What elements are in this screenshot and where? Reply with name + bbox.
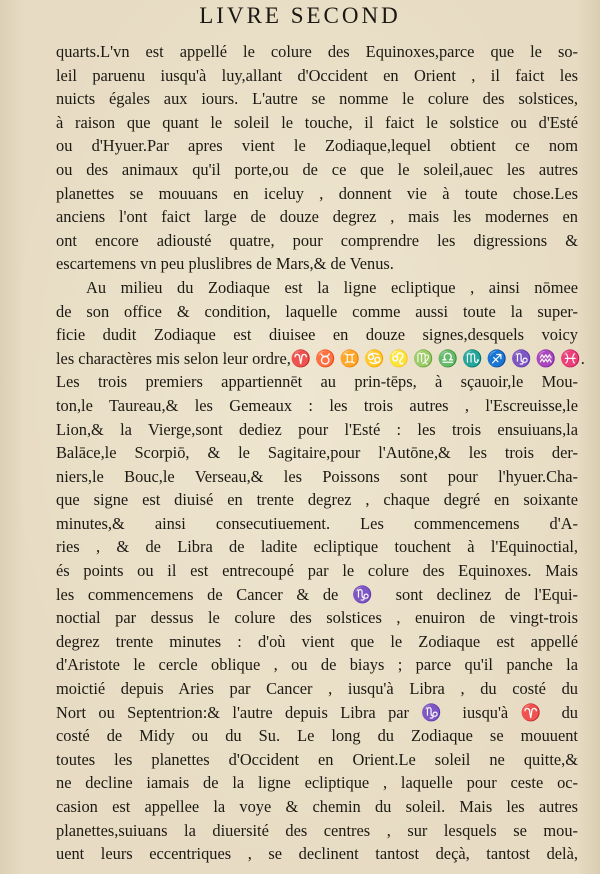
text-line: ont encore adiousté quatre, pour comprendre les digressions & — [56, 230, 578, 250]
text-line: ficie dudit Zodiaque est diuisee en douze signes,desquels voicy — [56, 325, 578, 345]
text-line: ton,le Taureau,& les Gemeaux : les trois autres , l'Escreuisse,le — [56, 395, 578, 415]
text-line: à raison que quant le soleil le touche, il faict le solstice ou d'Esté — [56, 112, 578, 132]
text-line: Balāce,le Scorpiō, & le Sagitaire,pour l'Autōne,& les trois der- — [56, 443, 578, 463]
text-line: toutes les planettes d'Occident en Orient.Le soleil ne quitte,& — [56, 749, 578, 769]
text-line: noctial par dessus le colure des solstices , enuiron de vingt-trois — [56, 608, 578, 628]
text-line: de son office & condition, laquelle comme aussi toute la super- — [56, 301, 578, 321]
text-line: ne decline iamais de la ligne ecliptique , laquelle pour ceste oc- — [56, 773, 578, 793]
text-line: leil paruenu iusqu'à luy,allant d'Occident en Orient , il faict les — [56, 65, 578, 85]
text-line: casion est appellee la voye & chemin du soleil. Mais les autres — [56, 797, 578, 816]
zodiac-symbols-line: les charactères mis selon leur ordre,♈ ♉ ♊ ♋ ♌ ♍ ♎ ♏ ♐ ♑ ♒ ♓. — [56, 348, 585, 368]
paragraph-end-line: escartemens vn peu pluslibres de Mars,& de Venus. — [56, 254, 394, 274]
text-line: costé de Midy ou du Su. Le long du Zodiaque se mouuent — [56, 726, 578, 746]
text-line: moictié depuis Aries par Cancer , iusqu'à Libra , du costé du — [56, 679, 578, 699]
text-line: quarts.L'vn est appellé le colure des Equinoxes,parce que le so- — [56, 42, 578, 61]
paragraph-start-line: Au milieu du Zodiaque est la ligne ecliptique , ainsi nōmee — [86, 277, 578, 297]
text-line: anciens l'ont faict large de douze degrez , mais les modernes en — [56, 207, 578, 227]
page-body-text — [56, 40, 585, 866]
text-line: planettes,suiuans la diuersité des centres , sur lesquels se mou- — [56, 820, 578, 840]
text-line: ries , & de Libra de ladite ecliptique touchent à l'Equinoctial, — [56, 537, 578, 557]
text-line: que signe est diuisé en trente degrez , chaque degré en soixante — [56, 490, 578, 510]
text-line: minutes,& ainsi consecutiuement. Les commencemens d'A- — [56, 513, 578, 533]
text-line: nuicts égales aux iours. L'autre se nomme le colure des solstices, — [56, 89, 578, 109]
running-head: LIVRE SECOND — [199, 3, 401, 28]
text-line: degrez trente minutes : d'où vient que le Zodiaque est appellé — [56, 631, 578, 651]
text-line: ou des animaux qu'il porte,ou de ce que le soleil,auec les autres — [56, 159, 578, 179]
text-line: planettes se mouuans en iceluy , donnent vie à toute chose.Les — [56, 183, 578, 203]
text-line: niers,le Bouc,le Verseau,& les Poissons sont pour l'hyuer.Cha- — [56, 466, 578, 486]
text-line: ou d'Hyuer.Par apres vient le Zodiaque,lequel obtient ce nom — [56, 136, 578, 156]
text-line: és points ou il est entrecoupé par le colure des Equinoxes. Mais — [56, 561, 578, 581]
text-line: Lion,& la Vierge,sont dediez pour l'Esté : les trois ensuiuans,la — [56, 419, 578, 439]
text-line: d'Aristote le cercle oblique , ou de biays ; parce qu'il panche la — [56, 655, 578, 675]
text-line: uent leurs eccentriques , se declinent tantost deçà, tantost delà, — [56, 844, 578, 864]
text-line: Nort ou Septentrion:& l'autre depuis Libra par ♑ iusqu'à ♈ du — [56, 702, 578, 722]
text-line: Les trois premiers appartiennēt au prin-tēps, à sçauoir,le Mou- — [56, 372, 578, 392]
text-line: les commencemens de Cancer & de ♑ sont declinez de l'Equi- — [56, 584, 578, 604]
